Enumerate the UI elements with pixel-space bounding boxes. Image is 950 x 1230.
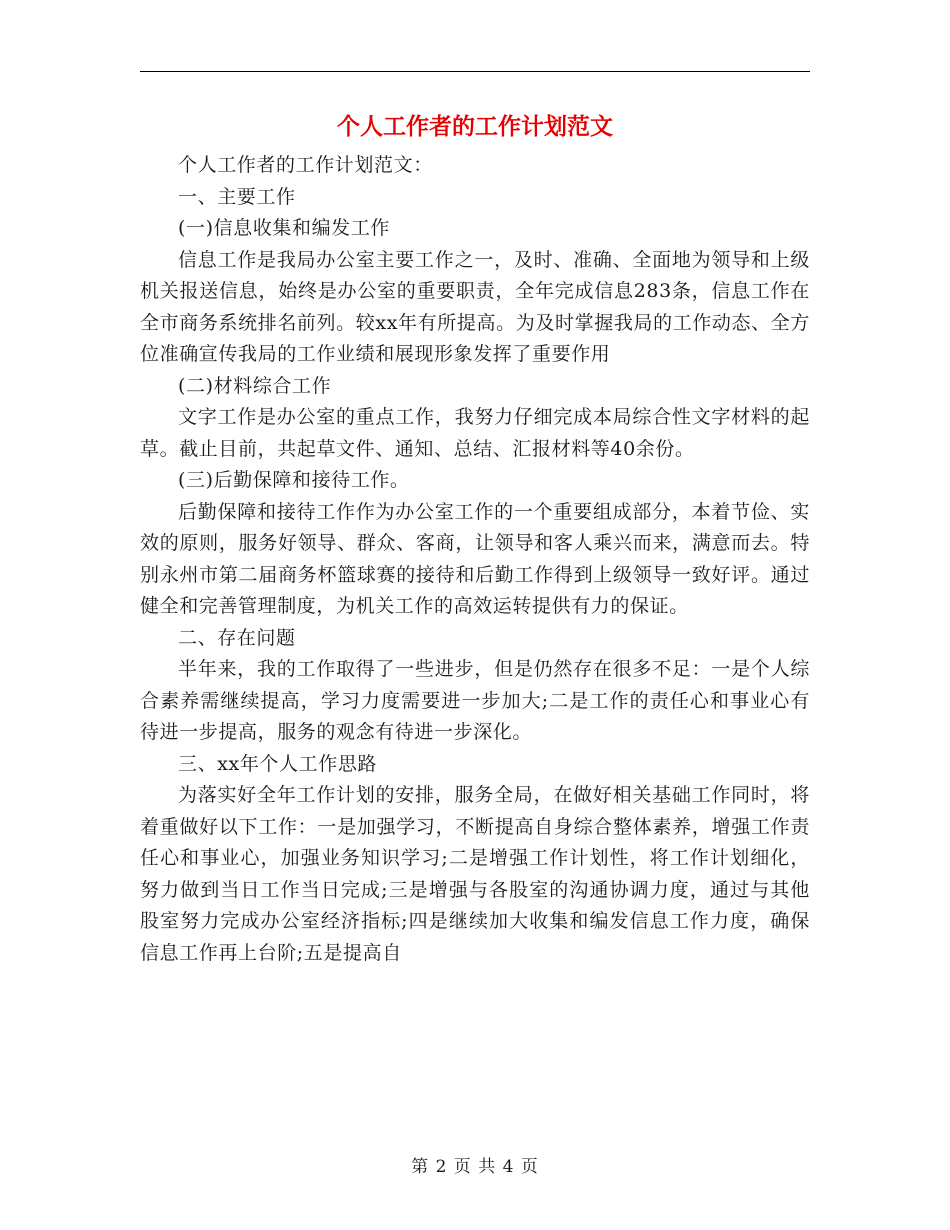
heading-work-plan: 三、xx年个人工作思路 (178, 752, 378, 775)
paragraph-info-work: 信息工作是我局办公室主要工作之一，及时、准确、全面地为领导和上级机关报送信息，始终是办公室的重要职责，全年完成信息283条，信息工作在全市商务系统排名前列。较xx年有所提高。为及时掌握我局的工作动态、全方位准确宣传我局的工作业绩和展现形象发挥了重要作用 (140, 248, 810, 365)
paragraph-logistics: 后勤保障和接待工作作为办公室工作的一个重要组成部分，本着节俭、实效的原则，服务好领导、群众、客商，让领导和客人乘兴而来，满意而去。特别永州市第二届商务杯篮球赛的接待和后勤工作得到上级领导一致好评。通过健全和完善管理制度，为机关工作的高效运转提供有力的保证。 (140, 500, 810, 617)
paragraph-intro: 个人工作者的工作计划范文： (178, 154, 433, 176)
paragraph-work-plan: 为落实好全年工作计划的安排，服务全局，在做好相关基础工作同时，将着重做好以下工作：一是加强学习，不断提高自身综合整体素养，增强工作责任心和事业心，加强业务知识学习;二是增强工作计划性，将工作计划细化，努力做到当日工作当日完成;三是增强与各股室的沟通协调力度，通过与其他股室努力完成办公室经济指标;四是继续加大收集和编发信息工作力度，确保信息工作再上台阶;五是提高自 (140, 784, 810, 964)
subheading-info-collection: (一)信息收集和编发工作 (178, 217, 391, 239)
paragraph-materials: 文字工作是办公室的重点工作，我努力仔细完成本局综合性文字材料的起草。截止目前，共起草文件、通知、总结、汇报材料等40余份。 (140, 406, 810, 460)
page-number-footer: 第 2 页 共 4 页 (411, 1157, 539, 1177)
document-body (140, 150, 810, 969)
document-title: 个人工作者的工作计划范文 (337, 113, 613, 140)
heading-problems: 二、存在问题 (178, 626, 296, 649)
paragraph-problems: 半年来，我的工作取得了一些进步，但是仍然存在很多不足：一是个人综合素养需继续提高，学习力度需要进一步加大;二是工作的责任心和事业心有待进一步提高，服务的观念有待进一步深化。 (140, 658, 810, 743)
header-rule (140, 71, 810, 72)
heading-main-work: 一、主要工作 (178, 185, 296, 208)
subheading-logistics: (三)后勤保障和接待工作。 (178, 469, 410, 491)
subheading-materials: (二)材料综合工作 (178, 374, 332, 397)
